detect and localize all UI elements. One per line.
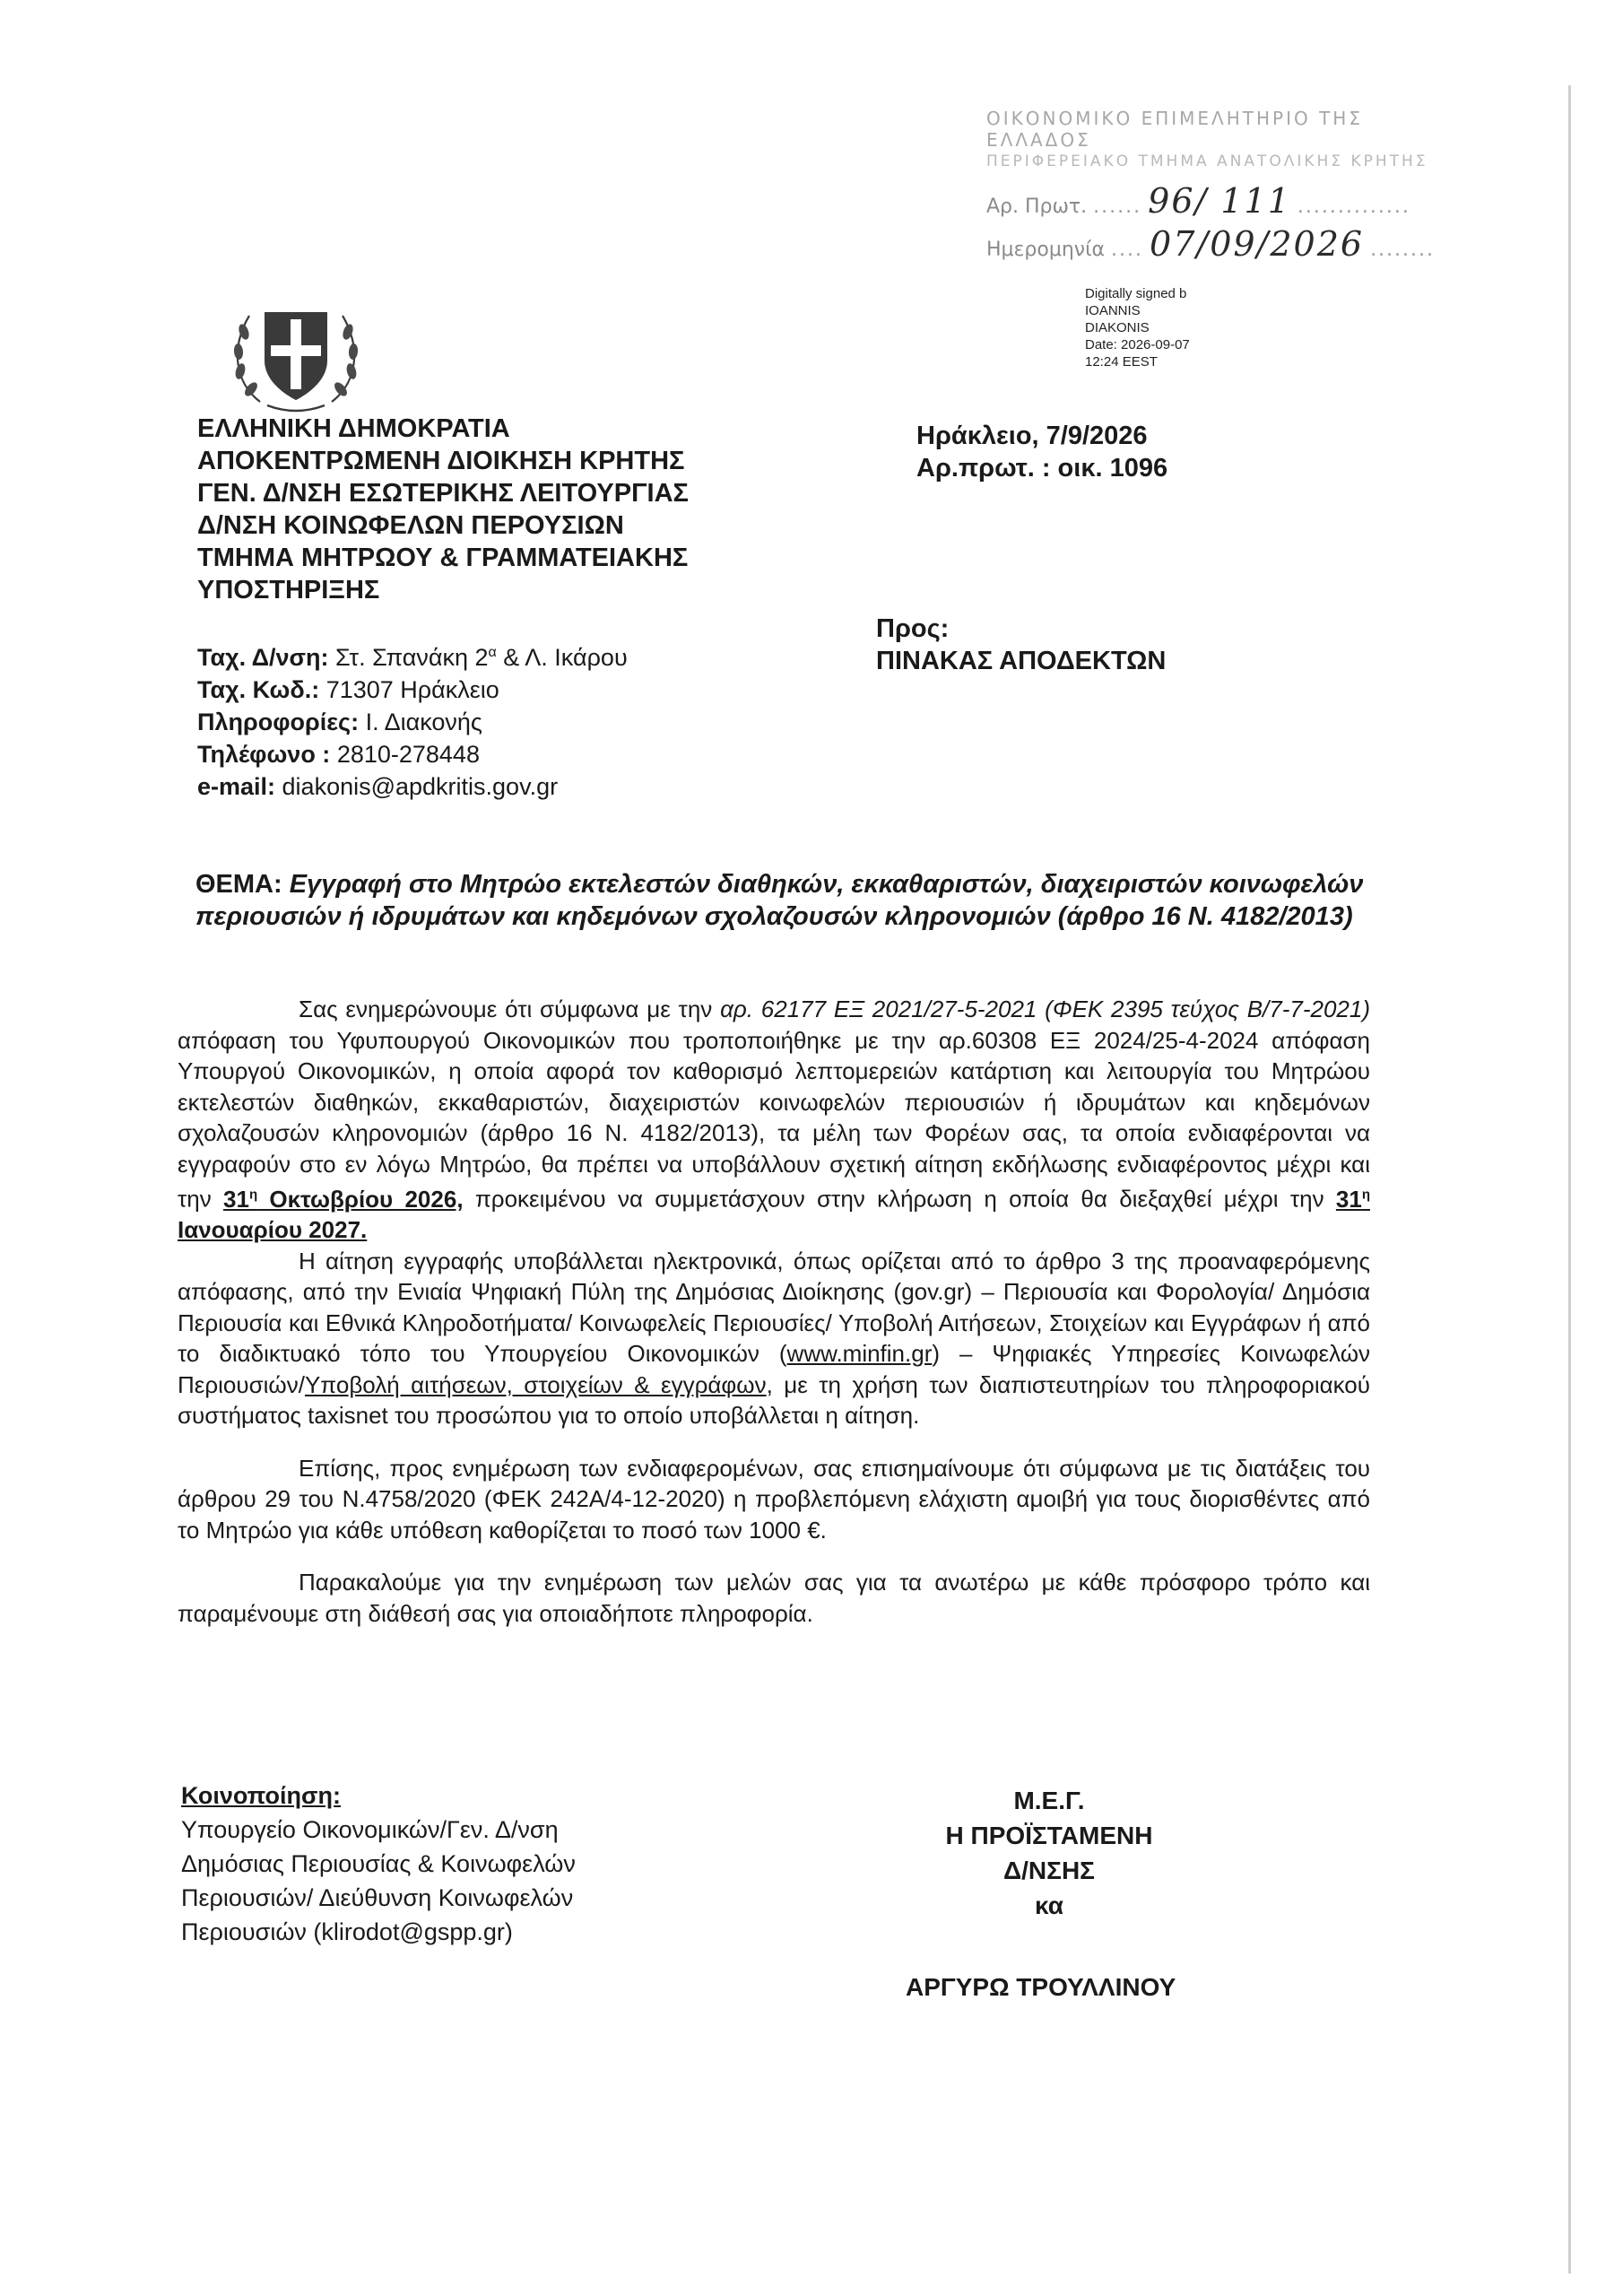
digital-signature-line: Date: 2026-09-07 xyxy=(1085,337,1190,352)
sender-line: ΓΕΝ. Δ/ΝΣΗ ΕΣΩΤΕΡΙΚΗΣ ΛΕΙΤΟΥΡΓΙΑΣ xyxy=(197,479,689,508)
sender-block xyxy=(197,413,689,606)
letter-body xyxy=(178,994,1370,1629)
place-date: Ηράκλειο, 7/9/2026 xyxy=(916,422,1148,450)
contact-phone: Τηλέφωνο : 2810-278448 xyxy=(197,741,480,768)
cc-line: Δημόσιας Περιουσίας & Κοινωφελών xyxy=(181,1850,576,1877)
stamp-protocol-label: Αρ. Πρωτ. xyxy=(986,196,1088,218)
stamp-date-value: 07/09/2026 xyxy=(1150,224,1365,264)
greek-coat-of-arms-icon xyxy=(224,296,368,417)
stamp-protocol-row: Αρ. Πρωτ. ...... 96/ 111 .............. xyxy=(986,181,1410,221)
contact-info: Πληροφορίες: Ι. Διακονής xyxy=(197,709,482,735)
stamp-protocol-value: 96/ 111 xyxy=(1148,181,1291,221)
subject-line xyxy=(195,868,1379,933)
digital-signature-line: IOANNIS xyxy=(1085,303,1141,318)
stamp-date-row: Ημερομηνία .... 07/09/2026 ........ xyxy=(986,224,1436,264)
sender-line: ΕΛΛΗΝΙΚΗ ΔΗΜΟΚΡΑΤΙΑ xyxy=(197,414,510,443)
contact-postcode: Ταχ. Κωδ.: 71307 Ηράκλειο xyxy=(197,676,499,703)
cc-line: Περιουσιών (klirodot@gspp.gr) xyxy=(181,1918,513,1945)
scan-edge-line xyxy=(1568,85,1571,2274)
cc-heading: Κοινοποίηση: xyxy=(181,1782,341,1809)
digital-signature-line: DIAKONIS xyxy=(1085,320,1150,335)
stamp-date-label: Ημερομηνία xyxy=(986,239,1106,261)
recipient-block xyxy=(876,613,1166,677)
place-date-block xyxy=(916,420,1167,484)
sender-line: ΤΜΗΜΑ ΜΗΤΡΩΟΥ & ΓΡΑΜΜΑΤΕΙΑΚΗΣ xyxy=(197,544,689,572)
sender-line: ΑΠΟΚΕΝΤΡΩΜΕΝΗ ΔΙΟΙΚΗΣΗ ΚΡΗΤΗΣ xyxy=(197,447,685,475)
registry-stamp xyxy=(986,108,1471,264)
subject-text: Εγγραφή στο Μητρώο εκτελεστών διαθηκών, εκκαθαριστών, διαχειριστών κοινωφελών περιουσιών ή ιδρυμάτων και κηδεμόνων σχολαζουσών κληρονομιών (άρθρο 16 Ν. 4182/2013) xyxy=(195,870,1364,931)
cc-line: Υπουργείο Οικονομικών/Γεν. Δ/νση xyxy=(181,1816,559,1843)
submission-link[interactable]: Υποβολή αιτήσεων, στοιχείων & εγγράφων xyxy=(304,1370,767,1398)
body-paragraph-1: Σας ενημερώνουμε ότι σύμφωνα με την αρ. 62177 ΕΞ 2021/27-5-2021 (ΦΕΚ 2395 τεύχος Β/7-7-2021) απόφαση του Υφυπουργού Οικονομικών που τροποποιήθηκε με την αρ.60308 ΕΞ 2024/25-4-2024 απόφαση Υπουργού Οικονομικών, η οποία αφορά τον καθορισμό λεπτομερειών κατάρτιση και λειτουργία του Μητρώου εκτελεστών διαθηκών, εκκαθαριστών, διαχειριστών κοινωφελών περιουσιών ή ιδρυμάτων και κηδεμόνων σχολαζουσών κληρονομιών (άρθρο 16 Ν. 4182/2013), τα μέλη των Φορέων σας, τα οποία ενδιαφέρονται να εγγραφούν στο εν λόγω Μητρώο, θα πρέπει να υποβάλλουν σχετική αίτηση εκδήλωσης ενδιαφέροντος μέχρι και την $31^\eta$ Οκτωβρίου 2026, προκειμένου να συμμετάσχουν στην κλήρωση η οποία θα διεξαχθεί μέχρι την $31^\eta$ Ιανουαρίου 2027. xyxy=(178,996,1370,1244)
digital-signature-block xyxy=(1085,285,1190,370)
signature-line: Δ/ΝΣΗΣ xyxy=(1003,1857,1095,1884)
digital-signature-line: Digitally signed b xyxy=(1085,286,1187,301)
stamp-line-1: ΟΙΚΟΝΟΜΙΚΟ ΕΠΙΜΕΛΗΤΗΡΙΟ ΤΗΣ ΕΛΛΑΔΟΣ xyxy=(986,108,1363,151)
cc-block xyxy=(181,1779,576,1949)
body-paragraph-4: Παρακαλούμε για την ενημέρωση των μελών σας για τα ανωτέρω με κάθε πρόσφορο τρόπο και παραμένουμε στη διάθεσή σας για οποιαδήποτε πληροφορία. xyxy=(178,1569,1370,1627)
recipient-label: Προς: xyxy=(876,614,950,643)
signature-line: Μ.Ε.Γ. xyxy=(1013,1787,1085,1814)
signature-line: Η ΠΡΟΪΣΤΑΜΕΝΗ xyxy=(945,1822,1153,1849)
signer-name: ΑΡΓΥΡΩ ΤΡΟΥΛΛΙΝΟΥ xyxy=(906,1973,1176,2001)
subject-label: ΘΕΜΑ: xyxy=(195,870,290,899)
stamp-line-2: ΠΕΡΙΦΕΡΕΙΑΚΟ ΤΜΗΜΑ ΑΝΑΤΟΛΙΚΗΣ ΚΡΗΤΗΣ xyxy=(986,152,1428,170)
cc-line: Περιουσιών/ Διεύθυνση Κοινωφελών xyxy=(181,1884,574,1911)
digital-signature-line: 12:24 EEST xyxy=(1085,354,1158,370)
sender-line: ΥΠΟΣΤΗΡΙΞΗΣ xyxy=(197,576,380,604)
signature-block xyxy=(906,1783,1193,1923)
body-paragraph-3: Επίσης, προς ενημέρωση των ενδιαφερομένων, σας επισημαίνουμε ότι σύμφωνα με τις διατάξεις του άρθρου 29 του Ν.4758/2020 (ΦΕΚ 242Α/4-12-2020) η προβλεπόμενη ελάχιστη αμοιβή για τους διορισθέντες από το Μητρώο για κάθε υπόθεση καθορίζεται το ποσό των 1000 €. xyxy=(178,1454,1370,1544)
contact-block xyxy=(197,637,628,803)
contact-address: Ταχ. Δ/νση: Στ. Σπανάκη $2^\alpha$ & Λ. Ικάρου xyxy=(197,644,628,671)
sender-line: Δ/ΝΣΗ ΚΟΙΝΩΦΕΛΩΝ ΠΕΡΟΥΣΙΩΝ xyxy=(197,511,624,540)
body-paragraph-2: Η αίτηση εγγραφής υποβάλλεται ηλεκτρονικά, όπως ορίζεται από το άρθρο 3 της προαναφερόμενης απόφασης, από την Ενιαία Ψηφιακή Πύλη της Δημόσιας Διοίκησης (gov.gr) – Περιουσία και Φορολογία/ Δημόσια Περιουσία και Εθνικά Κληροδοτήματα/ Κοινωφελείς Περιουσίες/ Υποβολή Αιτήσεων, Στοιχείων και Εγγράφων ή από το διαδικτυακό τόπο του Υπουργείου Οικονομικών (www.minfin.gr) – Ψηφιακές Υπηρεσίες Κοινωφελών Περιουσιών/Υποβολή αιτήσεων, στοιχείων & εγγράφων, με τη χρήση των διαπιστευτηρίων του πληροφοριακού συστήματος taxisnet του προσώπου για το οποίο υποβάλλεται η αίτηση. xyxy=(178,1247,1371,1430)
contact-email: e-mail: diakonis@apdkritis.gov.gr xyxy=(197,773,559,800)
recipient-value: ΠΙΝΑΚΑΣ ΑΠΟΔΕΚΤΩΝ xyxy=(876,647,1167,675)
protocol-number: Αρ.πρωτ. : οικ. 1096 xyxy=(916,454,1168,483)
signature-line: κα xyxy=(1035,1892,1063,1919)
minfin-link[interactable]: www.minfin.gr xyxy=(786,1340,933,1368)
